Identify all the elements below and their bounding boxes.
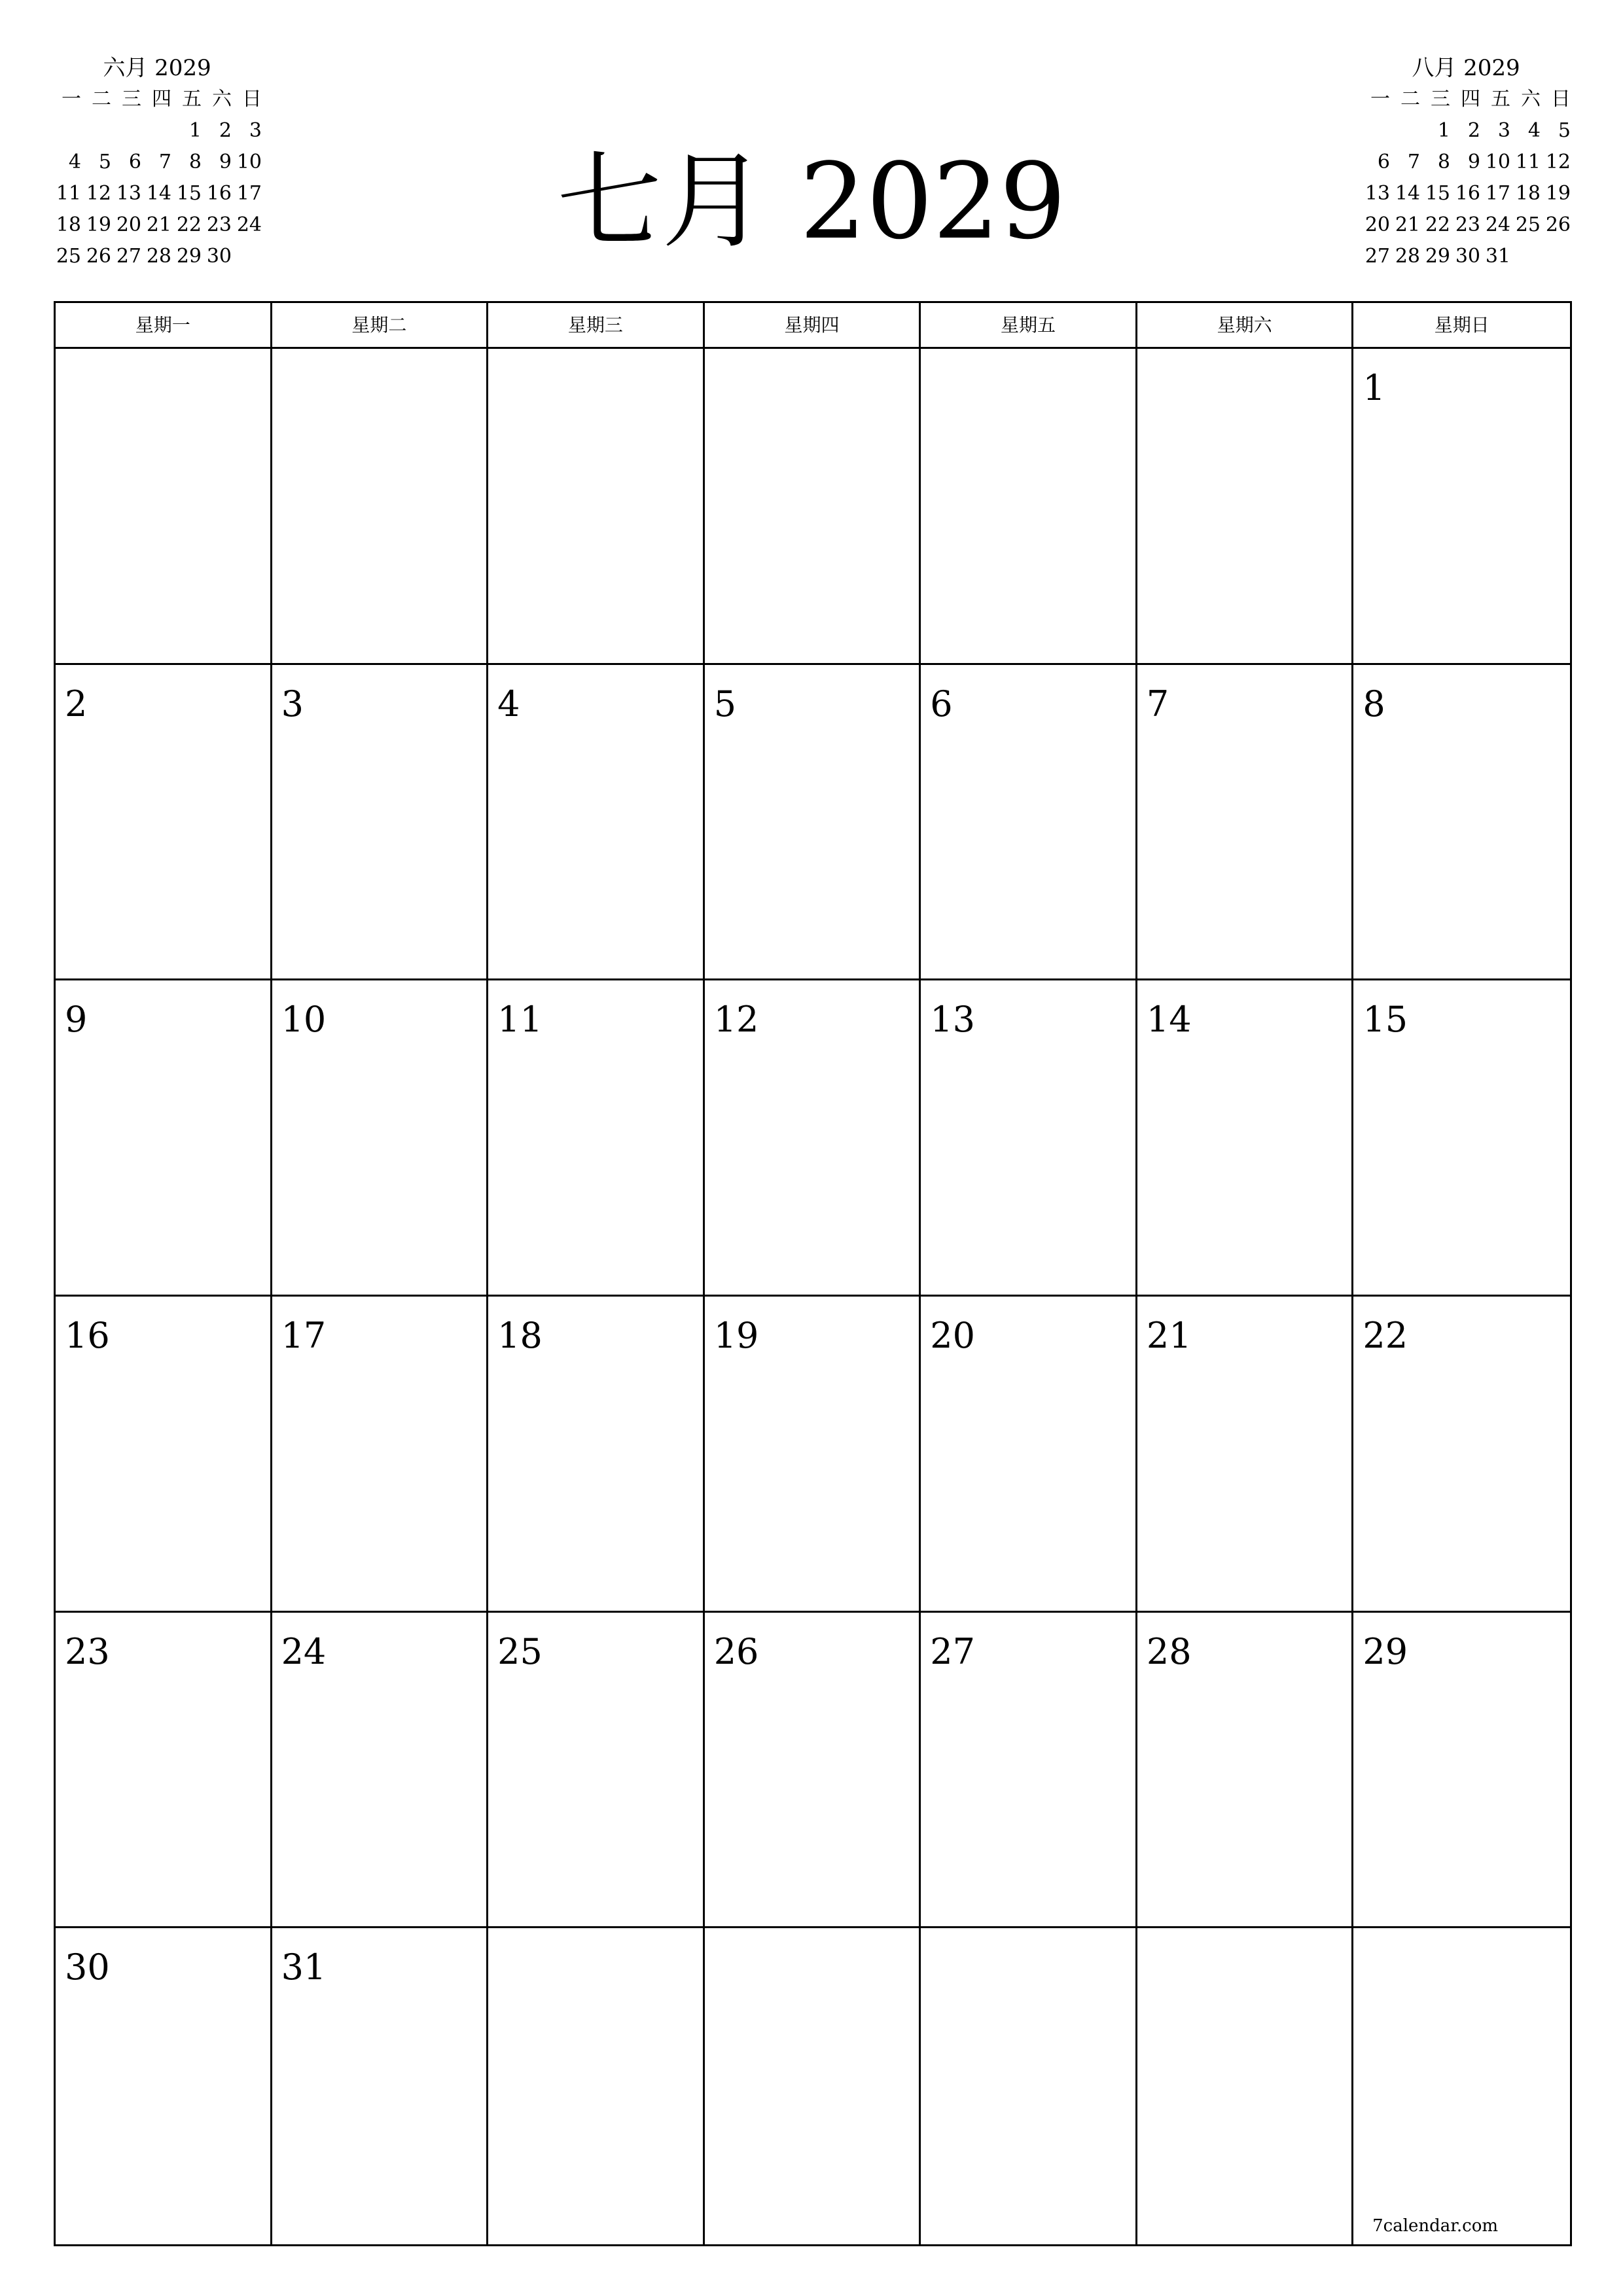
mini-day: 16 [206, 182, 232, 205]
weekday-header-row [56, 303, 1570, 349]
mini-day: 23 [1455, 213, 1480, 236]
day-number: 5 [713, 683, 737, 725]
mini-day: 5 [1558, 119, 1571, 142]
empty-day-cell [921, 349, 1137, 665]
day-cell [921, 1613, 1137, 1929]
mini-day: 25 [1515, 213, 1541, 236]
day-cell [1353, 1297, 1570, 1613]
day-number: 22 [1363, 1314, 1408, 1356]
mini-weekday-label: 一 [62, 88, 81, 111]
mini-day: 13 [116, 182, 141, 205]
day-cell [56, 1297, 272, 1613]
day-cell [272, 1613, 489, 1929]
day-cell [921, 1297, 1137, 1613]
day-number: 19 [713, 1314, 759, 1356]
day-number: 18 [497, 1314, 543, 1356]
mini-day: 5 [98, 151, 111, 173]
mini-day: 29 [1425, 245, 1450, 268]
mini-day: 19 [86, 213, 111, 236]
day-number: 28 [1146, 1630, 1192, 1672]
empty-day-cell [1137, 1928, 1354, 2244]
day-number: 2 [65, 683, 88, 725]
day-number: 10 [281, 999, 327, 1041]
mini-day: 3 [249, 119, 262, 142]
day-number: 20 [930, 1314, 975, 1356]
mini-day: 6 [128, 151, 141, 173]
mini-day: 1 [1437, 119, 1450, 142]
weekday-header: 星期一 [56, 303, 272, 347]
day-cell [56, 665, 272, 981]
mini-day: 1 [188, 119, 202, 142]
mini-day: 14 [1395, 182, 1420, 205]
mini-weekday-label: 二 [1400, 88, 1420, 111]
day-cell [705, 1613, 921, 1929]
mini-weekday-label: 五 [182, 88, 202, 111]
mini-day: 2 [219, 119, 232, 142]
mini-day: 23 [206, 213, 232, 236]
mini-day: 20 [116, 213, 141, 236]
mini-day [1542, 241, 1572, 272]
empty-day-cell [1353, 1928, 1570, 2244]
mini-weekday-label: 四 [1461, 88, 1480, 111]
empty-day-cell [272, 349, 489, 665]
day-cell [921, 980, 1137, 1297]
empty-day-cell [921, 1928, 1137, 2244]
empty-day-cell [1137, 349, 1354, 665]
mini-weekday-label: 六 [212, 88, 232, 111]
mini-day: 25 [56, 245, 81, 268]
day-number: 12 [713, 999, 759, 1041]
mini-day: 13 [1364, 182, 1390, 205]
mini-day: 15 [1425, 182, 1450, 205]
day-number: 31 [281, 1946, 327, 1988]
mini-day: 28 [1395, 245, 1420, 268]
month-grid [54, 301, 1572, 2246]
mini-day: 11 [56, 182, 81, 205]
mini-day: 9 [219, 151, 232, 173]
mini-weekday-label: 日 [1551, 88, 1571, 111]
empty-day-cell [56, 349, 272, 665]
mini-day [52, 115, 82, 147]
mini-day: 24 [236, 213, 262, 236]
day-cell [488, 665, 705, 981]
mini-day: 30 [1455, 245, 1480, 268]
mini-day: 22 [176, 213, 202, 236]
mini-day: 10 [1485, 151, 1510, 173]
day-cell [488, 980, 705, 1297]
mini-weekday-label: 六 [1521, 88, 1541, 111]
day-number: 16 [65, 1314, 110, 1356]
day-number: 3 [281, 683, 304, 725]
day-cell [56, 1613, 272, 1929]
mini-day [113, 115, 143, 147]
day-cell [1353, 1613, 1570, 1929]
day-number: 1 [1363, 367, 1385, 408]
mini-day: 18 [1515, 182, 1541, 205]
mini-day [1361, 115, 1391, 147]
page-title: 七月 2029 [556, 140, 1067, 262]
mini-day: 12 [86, 182, 111, 205]
day-cell [1353, 980, 1570, 1297]
mini-day: 16 [1455, 182, 1480, 205]
empty-day-cell [488, 349, 705, 665]
day-number: 6 [930, 683, 953, 725]
mini-weekday-label: 一 [1370, 88, 1390, 111]
mini-day: 2 [1467, 119, 1480, 142]
day-number: 21 [1146, 1314, 1192, 1356]
mini-day: 27 [1364, 245, 1390, 268]
day-cell [272, 665, 489, 981]
day-number: 25 [497, 1630, 543, 1672]
mini-day: 7 [158, 151, 171, 173]
day-number: 14 [1146, 999, 1192, 1041]
weekday-header: 星期四 [705, 303, 921, 347]
day-number: 8 [1363, 683, 1385, 725]
mini-day: 11 [1515, 151, 1541, 173]
weekday-header: 星期六 [1137, 303, 1354, 347]
day-number: 17 [281, 1314, 327, 1356]
day-cell [921, 665, 1137, 981]
mini-calendar-grid [1361, 84, 1571, 272]
mini-weekday-label: 三 [122, 88, 141, 111]
mini-weekday-label: 四 [152, 88, 171, 111]
mini-day: 7 [1407, 151, 1420, 173]
day-cell [1137, 1613, 1354, 1929]
day-cell [1137, 980, 1354, 1297]
mini-day: 21 [1395, 213, 1420, 236]
empty-day-cell [705, 349, 921, 665]
mini-day: 14 [146, 182, 171, 205]
mini-day [1391, 115, 1421, 147]
mini-day: 19 [1545, 182, 1571, 205]
empty-day-cell [488, 1928, 705, 2244]
mini-calendar-title: 八月 2029 [1412, 55, 1520, 81]
day-number: 26 [713, 1630, 759, 1672]
day-cell [1353, 665, 1570, 981]
mini-day: 17 [236, 182, 262, 205]
day-cell [488, 1613, 705, 1929]
day-cell [705, 665, 921, 981]
mini-calendar-title: 六月 2029 [103, 55, 211, 81]
day-cell [272, 1297, 489, 1613]
day-number: 13 [930, 999, 975, 1041]
day-cell [488, 1297, 705, 1613]
mini-day: 3 [1497, 119, 1510, 142]
mini-day: 27 [116, 245, 141, 268]
mini-day: 24 [1485, 213, 1510, 236]
day-cell [705, 1297, 921, 1613]
day-number: 15 [1363, 999, 1408, 1041]
mini-day: 31 [1485, 245, 1510, 268]
day-number: 30 [65, 1946, 110, 1988]
day-number: 4 [497, 683, 520, 725]
day-cell [705, 980, 921, 1297]
day-cell [1137, 665, 1354, 981]
mini-day: 4 [1527, 119, 1541, 142]
weekday-header: 星期日 [1434, 314, 1489, 336]
mini-weekday-label: 日 [242, 88, 262, 111]
mini-day [1512, 241, 1542, 272]
mini-day: 8 [188, 151, 202, 173]
mini-day: 26 [1545, 213, 1571, 236]
day-number: 23 [65, 1630, 110, 1672]
mini-day: 8 [1437, 151, 1450, 173]
mini-day: 6 [1377, 151, 1390, 173]
day-number: 7 [1146, 683, 1169, 725]
mini-day: 4 [68, 151, 81, 173]
day-number: 27 [930, 1630, 975, 1672]
footer-credit: 7calendar.com [1372, 2216, 1498, 2236]
day-cell [56, 980, 272, 1297]
day-number: 29 [1363, 1630, 1408, 1672]
day-cells [56, 349, 1570, 2244]
mini-day: 20 [1364, 213, 1390, 236]
day-number: 24 [281, 1630, 327, 1672]
mini-day: 15 [176, 182, 202, 205]
day-cell [272, 980, 489, 1297]
mini-weekday-label: 三 [1431, 88, 1450, 111]
mini-day: 12 [1545, 151, 1571, 173]
mini-weekday-label: 二 [92, 88, 111, 111]
mini-day: 18 [56, 213, 81, 236]
day-number: 9 [65, 999, 88, 1041]
day-cell [56, 1928, 272, 2244]
mini-weekday-label: 五 [1491, 88, 1510, 111]
mini-day: 26 [86, 245, 111, 268]
mini-calendar-next-month [1361, 52, 1571, 272]
day-cell [1353, 349, 1570, 665]
mini-day [143, 115, 173, 147]
mini-day: 9 [1467, 151, 1480, 173]
weekday-header: 星期二 [272, 303, 489, 347]
mini-day: 22 [1425, 213, 1450, 236]
weekday-header: 星期三 [488, 303, 705, 347]
mini-day: 17 [1485, 182, 1510, 205]
day-cell [272, 1928, 489, 2244]
empty-day-cell [705, 1928, 921, 2244]
mini-day [82, 115, 113, 147]
mini-day: 30 [206, 245, 232, 268]
mini-day: 21 [146, 213, 171, 236]
mini-day: 29 [176, 245, 202, 268]
mini-day: 28 [146, 245, 171, 268]
day-number: 11 [497, 999, 543, 1041]
mini-day: 10 [236, 151, 262, 173]
day-cell [1137, 1297, 1354, 1613]
weekday-header: 星期五 [921, 303, 1137, 347]
